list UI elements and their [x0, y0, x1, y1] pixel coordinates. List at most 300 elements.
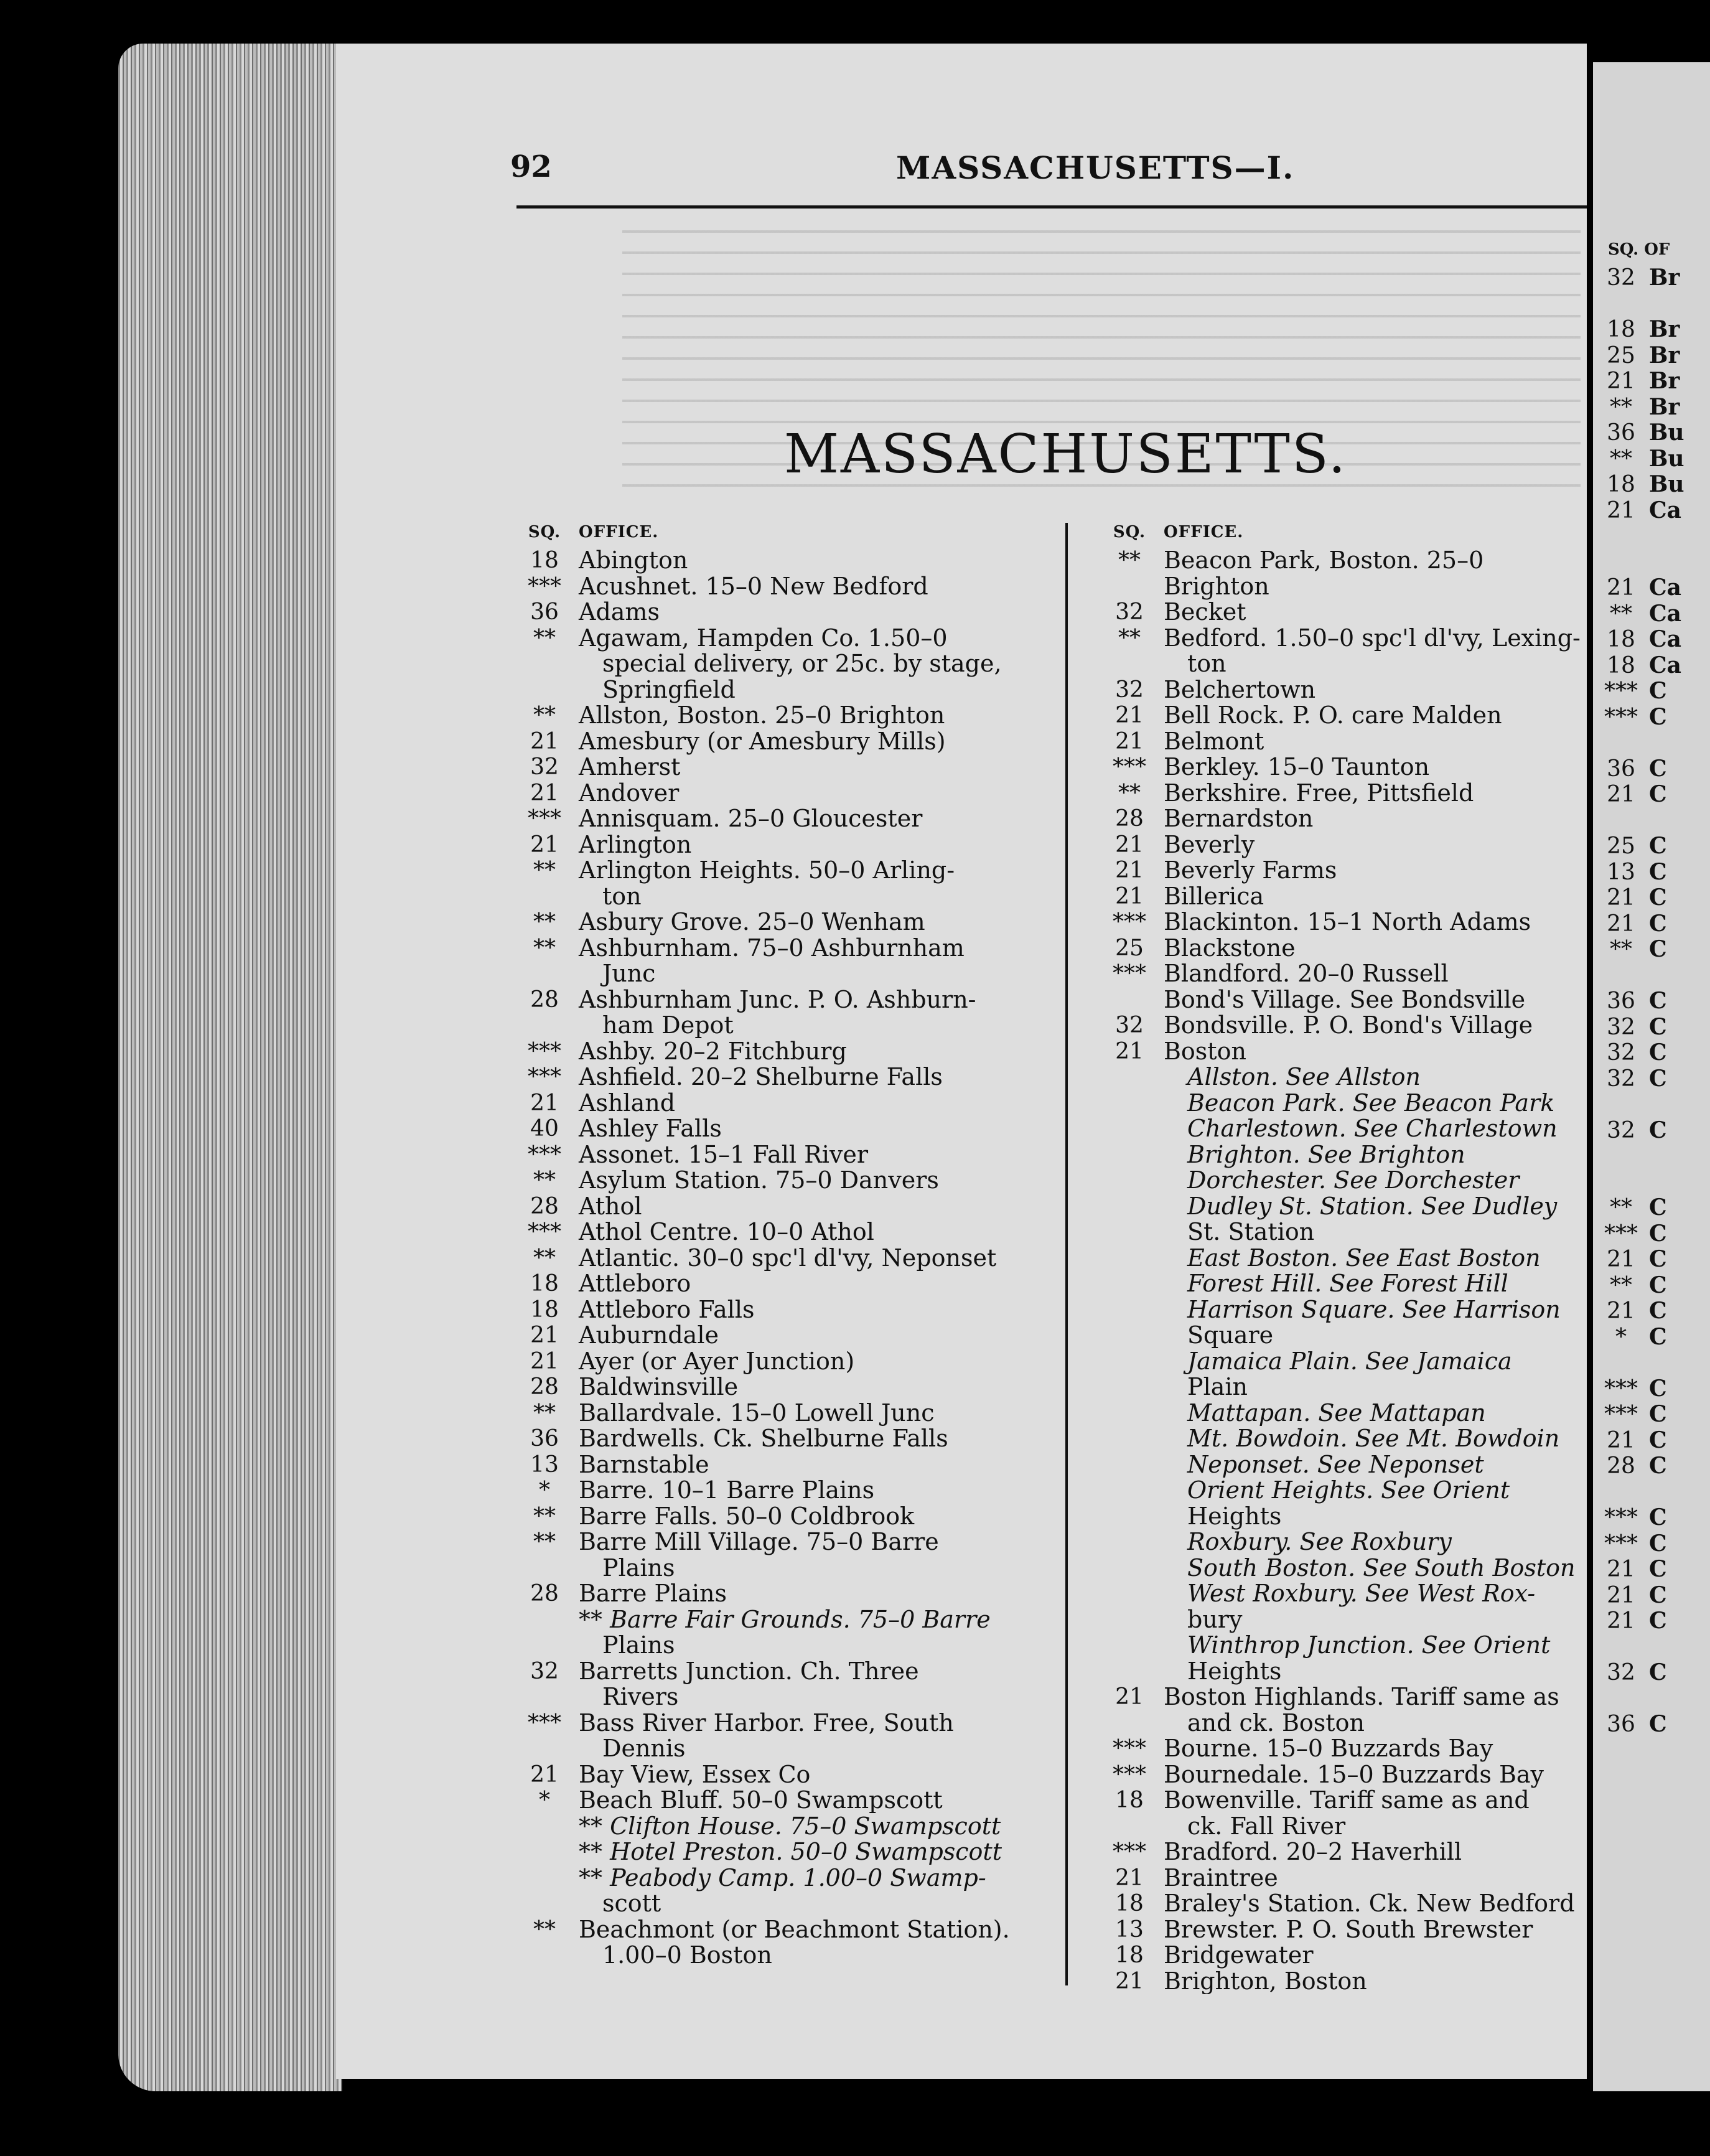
- sq-value: 21: [1115, 832, 1144, 858]
- strip-text: Ca: [1649, 600, 1681, 627]
- office-text: Baldwinsville: [579, 1373, 739, 1400]
- strip-sq: 21: [1607, 368, 1635, 394]
- office-entry: [1095, 1943, 1587, 1969]
- office-entry: [1095, 1917, 1587, 1943]
- strip-entry: [1593, 756, 1710, 782]
- strip-entry: [1593, 963, 1710, 989]
- strip-sq: 32: [1607, 1014, 1635, 1040]
- office-entry: [510, 626, 1052, 652]
- office-text: Ayer (or Ayer Junction): [579, 1347, 855, 1375]
- office-entry: [1095, 1659, 1587, 1685]
- strip-sq: [1593, 291, 1649, 317]
- strip-header: [1593, 240, 1710, 265]
- sq-value: **: [533, 935, 556, 961]
- strip-text: Ca: [1649, 626, 1681, 652]
- office-text: Barre Mill Village. 75–0 Barre: [579, 1528, 939, 1555]
- strip-sq: 18: [1607, 472, 1635, 497]
- sq-value: **: [533, 1503, 556, 1529]
- strip-text: Ca: [1649, 652, 1681, 678]
- office-text: Atlantic. 30–0 spc'l dl'vy, Neponset: [579, 1244, 997, 1272]
- office-entry: [1095, 1581, 1587, 1607]
- office-entry: [1095, 599, 1587, 626]
- strip-entry: [1593, 1221, 1710, 1247]
- office-entry: [510, 1219, 1052, 1245]
- strip-entry: [1593, 988, 1710, 1015]
- office-text: Mt. Bowdoin. See Mt. Bowdoin: [1187, 1425, 1560, 1452]
- sq-value: ***: [528, 1141, 561, 1168]
- strip-text: [1649, 1350, 1710, 1376]
- strip-entry: [1593, 1634, 1710, 1661]
- strip-entry: [1593, 1118, 1710, 1144]
- office-text: Berkley. 15–0 Taunton: [1164, 753, 1430, 780]
- office-text: Boston: [1164, 1037, 1246, 1065]
- office-entry: [1095, 1969, 1587, 1995]
- office-text: Becket: [1164, 598, 1246, 626]
- sq-value: 25: [1115, 935, 1144, 961]
- strip-entry: [1593, 420, 1710, 446]
- office-entry: [510, 1194, 1052, 1220]
- office-entry: [510, 1374, 1052, 1400]
- sq-value: ***: [1113, 1839, 1146, 1865]
- office-text: Mattapan. See Mattapan: [1187, 1399, 1486, 1427]
- office-text: special delivery, or 25c. by stage,: [602, 650, 1002, 677]
- strip-text: C: [1649, 703, 1667, 730]
- strip-sq: **: [1610, 1195, 1632, 1221]
- strip-entry: [1593, 1686, 1710, 1712]
- strip-sq: [1593, 808, 1649, 834]
- strip-text: [1649, 963, 1710, 989]
- office-text: Barre Plains: [579, 1580, 727, 1607]
- strip-text: C: [1649, 1556, 1667, 1582]
- office-entry: [510, 1064, 1052, 1090]
- office-entry: [510, 1607, 1052, 1633]
- office-text: Bell Rock. P. O. care Malden: [1164, 701, 1502, 729]
- sq-value: ***: [528, 1064, 561, 1090]
- strip-text: C: [1649, 1220, 1667, 1247]
- strip-sq: **: [1610, 394, 1632, 420]
- office-text: Andover: [579, 779, 680, 807]
- strip-sq: 18: [1607, 652, 1635, 678]
- strip-text: C: [1649, 1246, 1667, 1272]
- strip-text: C: [1649, 1427, 1667, 1453]
- strip-text: Bu: [1649, 445, 1684, 472]
- office-text: Ashburnham. 75–0 Ashburnham: [579, 934, 965, 962]
- strip-text: C: [1649, 833, 1667, 859]
- office-text: Boston Highlands. Tariff same as: [1164, 1683, 1559, 1710]
- office-entry: [510, 935, 1052, 962]
- office-entry: [1095, 780, 1587, 807]
- office-entry: [1095, 1374, 1587, 1400]
- office-entry: [1095, 1633, 1587, 1659]
- strip-text: C: [1649, 1659, 1667, 1685]
- office-text: Athol Centre. 10–0 Athol: [579, 1218, 874, 1245]
- office-text: Beverly: [1164, 830, 1255, 858]
- office-text: Brighton, Boston: [1164, 1967, 1367, 1994]
- sq-value: ***: [1113, 1761, 1146, 1788]
- strip-entry: [1593, 368, 1710, 395]
- strip-sq: 21: [1607, 782, 1635, 807]
- page-number: 92: [510, 149, 552, 184]
- office-text: Bay View, Essex Co: [579, 1760, 811, 1788]
- office-text: Annisquam. 25–0 Gloucester: [579, 805, 923, 832]
- strip-text: C: [1649, 1711, 1667, 1737]
- sq-value: **: [533, 858, 556, 883]
- strip-sq: 21: [1607, 1427, 1635, 1453]
- strip-text: C: [1649, 755, 1667, 782]
- right-column: [1095, 523, 1587, 1994]
- office-text: Bass River Harbor. Free, South: [579, 1708, 954, 1737]
- office-entry: [1095, 1814, 1587, 1840]
- office-header: OFFICE.: [579, 523, 659, 541]
- sq-value: 21: [530, 1090, 559, 1116]
- strip-sq: 21: [1607, 911, 1635, 937]
- sq-value: 21: [1115, 1865, 1144, 1891]
- strip-sq: 21: [1607, 1247, 1635, 1272]
- office-text: Blackstone: [1164, 934, 1296, 962]
- sq-value: 18: [1115, 1943, 1144, 1968]
- sq-value: 21: [1115, 728, 1144, 754]
- office-text: Barre Falls. 50–0 Coldbrook: [579, 1502, 915, 1530]
- strip-entry: [1593, 601, 1710, 627]
- strip-sq: 32: [1607, 1117, 1635, 1143]
- office-entry: [510, 1633, 1052, 1659]
- office-text: Square: [1187, 1321, 1274, 1349]
- strip-text: C: [1649, 1065, 1667, 1092]
- strip-sq: 21: [1607, 497, 1635, 523]
- office-entry: [1095, 832, 1587, 858]
- strip-entry: [1593, 1712, 1710, 1738]
- sq-value: ***: [528, 806, 561, 832]
- office-entry: [510, 1116, 1052, 1142]
- strip-text: [1649, 1479, 1710, 1506]
- office-entry: [1095, 858, 1587, 884]
- office-text: Roxbury. See Roxbury: [1187, 1528, 1452, 1555]
- office-entry: [510, 1814, 1052, 1840]
- office-text: Belchertown: [1164, 675, 1316, 703]
- sq-value: 21: [1115, 1684, 1144, 1710]
- strip-text: C: [1649, 1323, 1667, 1350]
- sq-value: **: [1118, 625, 1141, 651]
- office-text: Braley's Station. Ck. New Bedford: [1164, 1890, 1575, 1917]
- strip-sq: 21: [1607, 1608, 1635, 1634]
- office-text: Plains: [602, 1554, 675, 1582]
- strip-text: Br: [1649, 316, 1680, 342]
- strip-text: C: [1649, 678, 1667, 704]
- sq-value: 21: [1115, 703, 1144, 728]
- strip-text: [1649, 1143, 1710, 1169]
- strip-text: C: [1649, 1272, 1667, 1298]
- strip-entry: [1593, 1066, 1710, 1092]
- office-entry: [510, 1297, 1052, 1323]
- office-entry: [510, 1271, 1052, 1297]
- column-header: [1095, 523, 1587, 548]
- office-entry: [510, 1581, 1052, 1607]
- office-entry: [510, 832, 1052, 858]
- header-rule: [516, 205, 1587, 209]
- office-entry: [510, 1323, 1052, 1349]
- office-entry: [510, 1555, 1052, 1582]
- strip-sq: ***: [1604, 1376, 1638, 1402]
- office-text: Neponset. See Neponset: [1187, 1450, 1484, 1478]
- sq-value: 32: [1115, 677, 1144, 703]
- sq-value: 13: [1115, 1916, 1144, 1943]
- right-rows: [1095, 548, 1587, 1994]
- strip-entry: [1593, 1428, 1710, 1454]
- office-text: scott: [602, 1890, 661, 1917]
- office-text: Belmont: [1164, 727, 1264, 755]
- strip-sq: ***: [1604, 678, 1638, 704]
- strip-sq: 25: [1607, 833, 1635, 859]
- office-text: Blackinton. 15–1 North Adams: [1164, 908, 1531, 935]
- sq-value: 18: [530, 1271, 559, 1296]
- sq-value: 18: [530, 548, 559, 573]
- office-text: Dudley St. Station. See Dudley: [1187, 1192, 1558, 1220]
- office-text: ** Hotel Preston. 50–0 Swampscott: [579, 1838, 1002, 1865]
- left-rows: [510, 548, 1052, 1969]
- sq-value: **: [533, 703, 556, 728]
- office-entry: [510, 780, 1052, 807]
- sq-value: 28: [530, 987, 559, 1013]
- strip-sq: 32: [1607, 1660, 1635, 1685]
- strip-text: C: [1649, 1194, 1667, 1221]
- strip-entry: [1593, 265, 1710, 291]
- office-text: Allston. See Allston: [1187, 1063, 1421, 1090]
- office-entry: [510, 1142, 1052, 1168]
- strip-entry: [1593, 1324, 1710, 1351]
- strip-entry: [1593, 395, 1710, 421]
- office-entry: [510, 987, 1052, 1013]
- strip-sq: **: [1610, 937, 1632, 962]
- office-entry: [1095, 1839, 1587, 1865]
- strip-entry: [1593, 860, 1710, 886]
- office-text: Amesbury (or Amesbury Mills): [579, 727, 946, 755]
- office-text: Barretts Junction. Ch. Three: [579, 1657, 919, 1685]
- sq-value: *: [539, 1788, 550, 1813]
- office-text: Berkshire. Free, Pittsfield: [1164, 779, 1474, 807]
- sq-value: **: [533, 1168, 556, 1193]
- office-entry: [1095, 754, 1587, 780]
- strip-sq: 18: [1607, 317, 1635, 342]
- strip-text: C: [1649, 1401, 1667, 1427]
- sq-value: ***: [528, 1038, 561, 1064]
- office-text: ton: [602, 882, 642, 910]
- office-entry: [1095, 1194, 1587, 1220]
- strip-entry: [1593, 1169, 1710, 1196]
- office-entry: [1095, 703, 1587, 729]
- office-text: Bradford. 20–2 Haverhill: [1164, 1838, 1462, 1865]
- sq-value: 28: [530, 1193, 559, 1219]
- sq-value: 18: [530, 1296, 559, 1323]
- office-text: Harrison Square. See Harrison: [1187, 1295, 1561, 1323]
- strip-entry: [1593, 1195, 1710, 1221]
- page-title: MASSACHUSETTS.: [784, 423, 1348, 485]
- sq-value: ***: [1113, 754, 1146, 780]
- strip-entry: [1593, 1247, 1710, 1273]
- strip-text: C: [1649, 884, 1667, 911]
- office-text: Brighton. See Brighton: [1187, 1140, 1465, 1168]
- strip-sq: [1593, 1686, 1649, 1712]
- office-text: Plains: [602, 1631, 675, 1659]
- office-text: Asylum Station. 75–0 Danvers: [579, 1166, 939, 1194]
- strip-text: [1649, 523, 1710, 550]
- office-text: 1.00–0 Boston: [602, 1941, 772, 1969]
- office-text: Acushnet. 15–0 New Bedford: [579, 572, 928, 600]
- office-entry: [1095, 1736, 1587, 1762]
- office-entry: [1095, 1323, 1587, 1349]
- sq-value: 21: [530, 1348, 559, 1374]
- office-entry: [1095, 1168, 1587, 1194]
- strip-sq: 36: [1607, 988, 1635, 1014]
- sq-value: *: [539, 1478, 550, 1503]
- strip-entry: [1593, 1660, 1710, 1686]
- office-entry: [510, 1478, 1052, 1504]
- strip-entry: [1593, 498, 1710, 524]
- office-entry: [510, 548, 1052, 574]
- office-text: Junc: [602, 960, 656, 987]
- office-entry: [1095, 1478, 1587, 1504]
- strip-text: [1649, 808, 1710, 834]
- office-entry: [510, 1245, 1052, 1272]
- sq-value: **: [1118, 548, 1141, 573]
- strip-entry: [1593, 1453, 1710, 1479]
- office-entry: [510, 1426, 1052, 1452]
- sq-header: SQ.: [1113, 523, 1146, 541]
- sq-value: 21: [530, 832, 559, 858]
- office-text: Plain: [1187, 1373, 1248, 1400]
- office-text: Allston, Boston. 25–0 Brighton: [579, 701, 945, 729]
- office-text: Orient Heights. See Orient: [1187, 1476, 1510, 1504]
- office-text: ton: [1187, 650, 1226, 677]
- office-entry: [1095, 1504, 1587, 1530]
- sq-value: ***: [1113, 961, 1146, 987]
- office-entry: [1095, 1064, 1587, 1090]
- office-text: Beach Bluff. 50–0 Swampscott: [579, 1786, 943, 1814]
- office-entry: [1095, 1219, 1587, 1245]
- office-text: Bridgewater: [1164, 1941, 1314, 1969]
- office-entry: [510, 703, 1052, 729]
- strip-entry: [1593, 1402, 1710, 1428]
- office-entry: [1095, 548, 1587, 599]
- office-entry: [510, 1762, 1052, 1788]
- office-text: and ck. Boston: [1187, 1708, 1365, 1737]
- office-entry: [1095, 1142, 1587, 1168]
- strip-sq-header: SQ.: [1608, 240, 1639, 259]
- office-entry: [1095, 1039, 1587, 1065]
- strip-entry: [1593, 885, 1710, 911]
- strip-sq: ***: [1604, 1530, 1638, 1557]
- strip-sq: **: [1610, 446, 1632, 472]
- strip-text: C: [1649, 1298, 1667, 1324]
- sq-value: 21: [1115, 1968, 1144, 1994]
- office-entry: [1095, 1762, 1587, 1788]
- office-entry: [510, 1736, 1052, 1762]
- strip-text: [1649, 291, 1710, 317]
- strip-entry: [1593, 937, 1710, 963]
- office-entry: [510, 1917, 1052, 1943]
- office-text: Amherst: [579, 753, 681, 780]
- office-entry: [510, 651, 1052, 677]
- office-entry: [510, 1891, 1052, 1917]
- strip-sq: 36: [1607, 420, 1635, 446]
- office-text: Bond's Village. See Bondsville: [1164, 985, 1526, 1013]
- office-text: Agawam, Hampden Co. 1.50–0: [579, 624, 948, 652]
- office-entry: [510, 1504, 1052, 1530]
- strip-text: C: [1649, 1117, 1667, 1143]
- strip-entry: [1593, 1143, 1710, 1169]
- office-text: Assonet. 15–1 Fall River: [579, 1140, 869, 1168]
- office-entry: [510, 1039, 1052, 1065]
- office-entry: [510, 961, 1052, 987]
- strip-entry: [1593, 653, 1710, 679]
- office-entry: [510, 884, 1052, 910]
- strip-text: C: [1649, 1582, 1667, 1608]
- strip-entry: [1593, 1350, 1710, 1376]
- office-text: Bondsville. P. O. Bond's Village: [1164, 1011, 1533, 1039]
- sq-header: SQ.: [528, 523, 561, 541]
- office-entry: [1095, 1271, 1587, 1297]
- column-header: [510, 523, 1052, 548]
- office-entry: [510, 1400, 1052, 1427]
- column-divider: [1065, 523, 1068, 1985]
- office-entry: [1095, 1607, 1587, 1633]
- office-entry: [1095, 1090, 1587, 1117]
- office-entry: [1095, 651, 1587, 677]
- strip-sq: 21: [1607, 1557, 1635, 1582]
- strip-text: [1649, 1092, 1710, 1118]
- office-entry: [1095, 909, 1587, 935]
- office-text: Auburndale: [579, 1321, 719, 1349]
- office-entry: [510, 1839, 1052, 1865]
- strip-entry: [1593, 678, 1710, 705]
- office-entry: [1095, 1529, 1587, 1555]
- office-text: Arlington: [579, 830, 692, 858]
- office-text: Charlestown. See Charlestown: [1187, 1115, 1558, 1142]
- strip-sq: **: [1610, 601, 1632, 627]
- strip-sq: [1593, 730, 1649, 756]
- sq-value: 36: [530, 1426, 559, 1451]
- office-text: ck. Fall River: [1187, 1812, 1346, 1840]
- strip-text: C: [1649, 1013, 1667, 1040]
- office-entry: [1095, 935, 1587, 962]
- sq-value: ***: [1113, 909, 1146, 935]
- strip-text: [1649, 1169, 1710, 1196]
- strip-entry: [1593, 1531, 1710, 1557]
- sq-value: 32: [1115, 1013, 1144, 1038]
- office-text: Dorchester. See Dorchester: [1187, 1166, 1520, 1194]
- office-entry: [510, 1452, 1052, 1478]
- strip-text: C: [1649, 910, 1667, 937]
- office-text: Beachmont (or Beachmont Station).: [579, 1915, 1010, 1943]
- strip-entry: [1593, 1583, 1710, 1609]
- sq-value: 28: [530, 1374, 559, 1400]
- strip-sq: *: [1615, 1324, 1627, 1350]
- strip-office-header: OF: [1644, 240, 1670, 259]
- office-text: ** Clifton House. 75–0 Swampscott: [579, 1812, 1001, 1840]
- office-text: Arlington Heights. 50–0 Arling-: [579, 856, 955, 884]
- office-entry: [510, 858, 1052, 884]
- strip-entry: [1593, 575, 1710, 601]
- strip-sq: 18: [1607, 627, 1635, 652]
- office-header: OFFICE.: [1164, 523, 1244, 541]
- office-text: Ashfield. 20–2 Shelburne Falls: [579, 1063, 943, 1090]
- office-entry: [1095, 1788, 1587, 1814]
- sq-value: 18: [1115, 1891, 1144, 1916]
- strip-entry: [1593, 1040, 1710, 1066]
- strip-text: C: [1649, 1375, 1667, 1402]
- strip-sq: [1593, 1350, 1649, 1376]
- strip-sq: 13: [1607, 859, 1635, 885]
- strip-sq: 36: [1607, 756, 1635, 782]
